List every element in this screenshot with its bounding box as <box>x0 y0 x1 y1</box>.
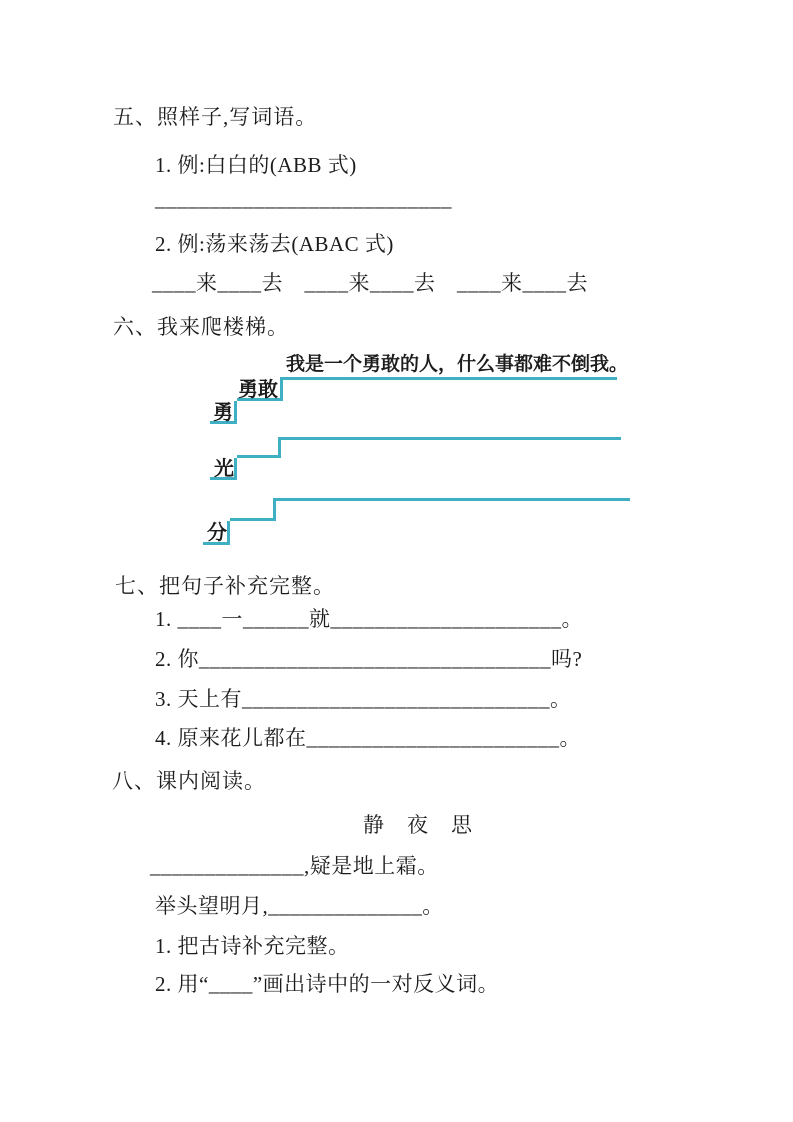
section8-item2: 2. 用“____”画出诗中的一对反义词。 <box>155 972 500 996</box>
poem-line2: 举头望明月,______________。 <box>155 894 444 918</box>
stair3-char-label: 分 <box>207 522 227 544</box>
section7-item3: 3. 天上有____________________________。 <box>155 687 572 711</box>
stair1-word-label: 勇敢 <box>238 379 278 401</box>
section5-answer-line: ___________________________ <box>155 187 452 211</box>
section7-item2: 2. 你________________________________吗? <box>155 647 583 671</box>
section5-heading: 五、照样子,写词语。 <box>113 105 318 129</box>
stair1-top-step-line <box>283 377 617 380</box>
section6-heading: 六、我来爬楼梯。 <box>113 315 289 339</box>
poem-line1: ______________,疑是地上霜。 <box>150 854 439 878</box>
section7-item4: 4. 原来花儿都在_______________________。 <box>155 726 581 750</box>
section5-item2: 2. 例:荡来荡去(ABAC 式) <box>155 232 394 256</box>
section7-item1: 1. ____一______就_____________________。 <box>155 607 583 631</box>
section8-heading: 八、课内阅读。 <box>112 769 266 793</box>
section7-heading: 七、把句子补充完整。 <box>115 574 335 598</box>
poem-title: 静 夜 思 <box>363 813 473 837</box>
stair1-char-label: 勇 <box>213 402 233 424</box>
stair3-middle-step-line <box>230 498 276 521</box>
stair2-char-label: 光 <box>214 458 234 480</box>
stair2-middle-step-line <box>237 437 281 458</box>
section8-item1: 1. 把古诗补充完整。 <box>155 934 350 958</box>
section5-item1: 1. 例:白白的(ABB 式) <box>155 153 357 177</box>
section5-pattern-line: ____来____去 ____来____去 ____来____去 <box>152 271 588 295</box>
stair1-example-sentence: 我是一个勇敢的人，什么事都难不倒我。 <box>286 354 629 375</box>
stair2-top-step-line <box>281 437 621 440</box>
stair3-top-step-line <box>276 498 630 501</box>
